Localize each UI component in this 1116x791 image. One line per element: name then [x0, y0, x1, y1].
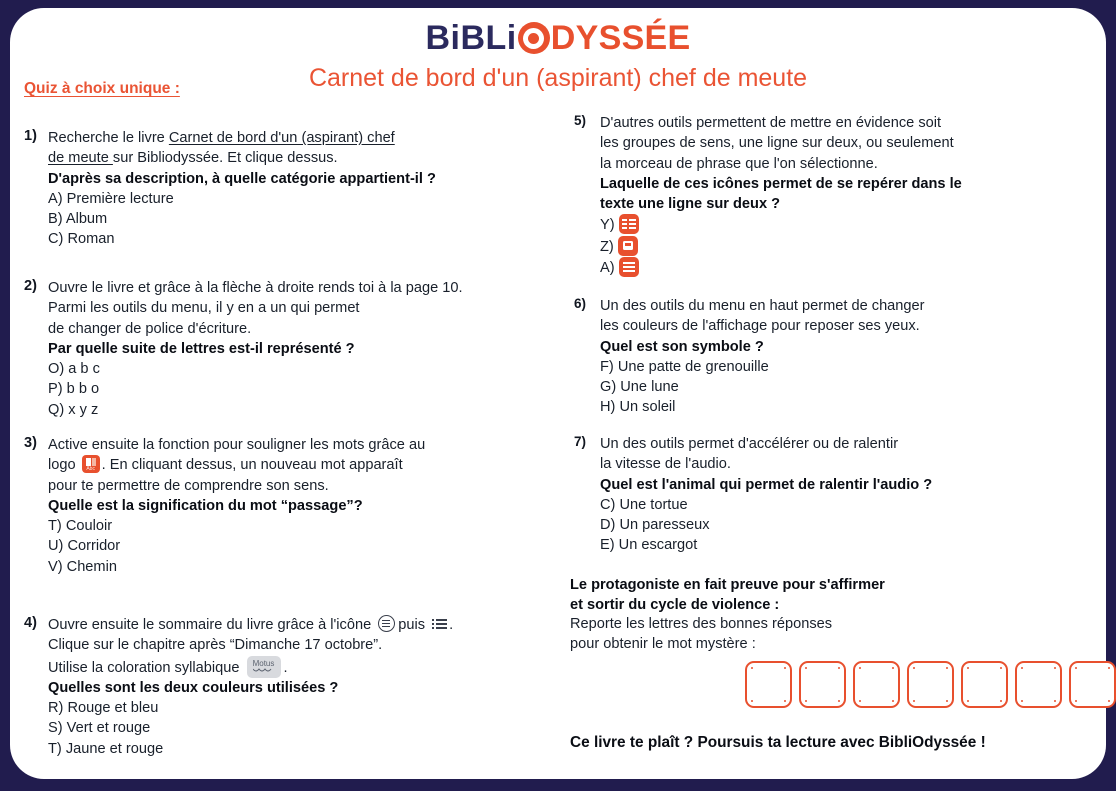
question-2-option-p[interactable]: P) b b o [48, 381, 100, 398]
q5-letter-a: A) [600, 260, 615, 277]
question-3-number: 3) [24, 435, 37, 451]
q4-text-c: . [449, 617, 454, 633]
question-6-line-2: les couleurs de l'affichage pour reposer ses yeux. [600, 318, 920, 335]
question-7-option-c[interactable]: C) Une tortue [600, 496, 688, 513]
question-5-option-z[interactable] [600, 236, 1030, 257]
q1-book-title-part2: de meute [48, 150, 113, 167]
mystery-letter-box[interactable] [961, 661, 1008, 708]
question-6-option-h[interactable]: H) Un soleil [600, 399, 676, 416]
question-7-number: 7) [574, 434, 587, 449]
question-1-option-a[interactable]: A) Première lecture [48, 190, 174, 207]
question-4-prompt: Quelles sont les deux couleurs utilisées ? [48, 679, 339, 696]
question-6-option-f[interactable]: F) Une patte de grenouille [600, 358, 769, 375]
question-6 [570, 296, 1030, 418]
question-5-option-y[interactable] [600, 214, 1030, 235]
question-5-prompt-line-1: Laquelle de ces icônes permet de se repérer dans le [600, 175, 962, 192]
question-2-line-3: de changer de police d'écriture. [48, 320, 252, 337]
question-2-number: 2) [24, 278, 37, 294]
question-6-prompt: Quel est son symbole ? [600, 338, 764, 355]
q1-text-a: Recherche le livre [48, 130, 169, 146]
mystery-bold-line-1: Le protagoniste en fait preuve pour s'affirmer [570, 577, 885, 593]
striped-lines-icon[interactable] [619, 257, 639, 277]
question-4-line-2: Clique sur le chapitre après “Dimanche 17 octobre”. [48, 637, 383, 654]
question-1-option-c[interactable]: C) Roman [48, 231, 115, 248]
motus-badge-icon [247, 656, 281, 678]
question-2 [24, 278, 544, 420]
question-4-line-1 [48, 615, 544, 635]
mystery-letter-box[interactable] [745, 661, 792, 708]
mystery-letter-box[interactable] [1015, 661, 1062, 708]
closing-message: Ce livre te plaît ? Poursuis ta lecture avec BibliOdyssée ! [570, 734, 986, 751]
target-bullseye-icon [518, 22, 550, 54]
question-5-option-a[interactable] [600, 257, 1030, 278]
mystery-word-section [570, 576, 1090, 654]
question-7 [570, 434, 1030, 556]
question-3-option-t[interactable]: T) Couloir [48, 518, 113, 535]
question-3-line-1: Active ensuite la fonction pour souligner les mots grâce au [48, 437, 426, 453]
q1-book-title-part1: Carnet de bord d'un (aspirant) chef [168, 130, 395, 146]
worksheet-card [10, 8, 1106, 779]
mystery-bold-line-2: et sortir du cycle de violence : [570, 596, 780, 613]
question-1-option-b[interactable]: B) Album [48, 211, 108, 228]
question-5-line-1: D'autres outils permettent de mettre en évidence soit [600, 115, 942, 131]
question-5 [570, 113, 1030, 278]
question-4 [24, 615, 544, 759]
q3-text-a: logo [48, 457, 76, 474]
question-2-prompt: Par quelle suite de lettres est-il représenté ? [48, 340, 355, 357]
list-lines-icon [432, 617, 447, 631]
question-4-option-t[interactable]: T) Jaune et rouge [48, 740, 164, 757]
highlight-box-icon[interactable] [618, 236, 638, 256]
question-3 [24, 435, 544, 577]
question-7-line-1: Un des outils permet d'accélérer ou de ralentir [600, 436, 899, 452]
logo-text-bibli: BiBLi [425, 18, 517, 57]
question-5-number: 5) [574, 113, 587, 128]
question-3-prompt: Quelle est la signification du mot “passage”? [48, 497, 363, 514]
question-1-line-1 [48, 128, 544, 148]
question-4-option-r[interactable]: R) Rouge et bleu [48, 700, 159, 717]
motus-label: Motus [252, 658, 275, 668]
mystery-word-boxes [745, 661, 1116, 708]
mystery-letter-box[interactable] [853, 661, 900, 708]
question-4-option-s[interactable]: S) Vert et rouge [48, 720, 151, 737]
question-3-option-u[interactable]: U) Corridor [48, 538, 121, 555]
question-3-line-2 [48, 455, 544, 475]
q5-letter-y: Y) [600, 217, 615, 234]
table-of-contents-circle-icon [378, 615, 395, 632]
mystery-letter-box[interactable] [1069, 661, 1116, 708]
brand-logo [10, 18, 1106, 58]
question-6-option-g[interactable]: G) Une lune [600, 379, 679, 396]
question-5-prompt-line-2: texte une ligne sur deux ? [600, 196, 781, 213]
question-4-number: 4) [24, 615, 37, 631]
mystery-plain-line-1: Reporte les lettres des bonnes réponses [570, 616, 833, 633]
q1-text-b: sur Bibliodyssée. Et clique dessus. [112, 150, 338, 167]
logo-text-dyssee: DYSSÉE [550, 18, 691, 57]
question-1-line-2 [48, 148, 544, 168]
q3-text-b: . En cliquant dessus, un nouveau mot apparaît [101, 457, 403, 474]
alternating-rows-icon[interactable] [619, 214, 639, 234]
mystery-letter-box[interactable] [907, 661, 954, 708]
question-3-line-3: pour te permettre de comprendre son sens. [48, 477, 329, 494]
question-1-number: 1) [24, 128, 37, 144]
question-6-number: 6) [574, 296, 587, 311]
question-5-line-2: les groupes de sens, une ligne sur deux, ou seulement [600, 135, 954, 152]
question-5-line-3: la morceau de phrase que l'on sélectionne. [600, 155, 878, 172]
question-2-option-q[interactable]: Q) x y z [48, 401, 99, 418]
q5-letter-z: Z) [600, 238, 614, 255]
question-2-line-1: Ouvre le livre et grâce à la flèche à droite rends toi à la page 10. [48, 280, 463, 296]
page-title: Carnet de bord d'un (aspirant) chef de meute [308, 64, 808, 92]
question-2-line-2: Parmi les outils du menu, il y en a un qui permet [48, 300, 360, 317]
question-2-option-o[interactable]: O) a b c [48, 361, 100, 378]
question-6-line-1: Un des outils du menu en haut permet de changer [600, 298, 925, 314]
quiz-type-label: Quiz à choix unique : [24, 80, 180, 97]
question-4-line-3 [48, 656, 544, 678]
abc-dictionary-icon: Abc [82, 455, 100, 473]
question-7-option-e[interactable]: E) Un escargot [600, 537, 698, 554]
question-1 [24, 128, 544, 250]
q4-text-d: Utilise la coloration syllabique [48, 659, 240, 676]
question-7-line-2: la vitesse de l'audio. [600, 456, 731, 473]
question-1-prompt: D'après sa description, à quelle catégorie appartient-il ? [48, 170, 436, 187]
q4-text-b: puis [398, 617, 426, 633]
q4-text-e: . [283, 659, 288, 676]
q4-text-a: Ouvre ensuite le sommaire du livre grâce à l'icône [48, 617, 372, 633]
question-3-option-v[interactable]: V) Chemin [48, 558, 117, 575]
motus-wave-icon [253, 668, 275, 673]
mystery-letter-box[interactable] [799, 661, 846, 708]
mystery-plain-line-2: pour obtenir le mot mystère : [570, 635, 756, 652]
question-7-option-d[interactable]: D) Un paresseux [600, 517, 710, 534]
question-7-prompt: Quel est l'animal qui permet de ralentir l'audio ? [600, 476, 933, 493]
